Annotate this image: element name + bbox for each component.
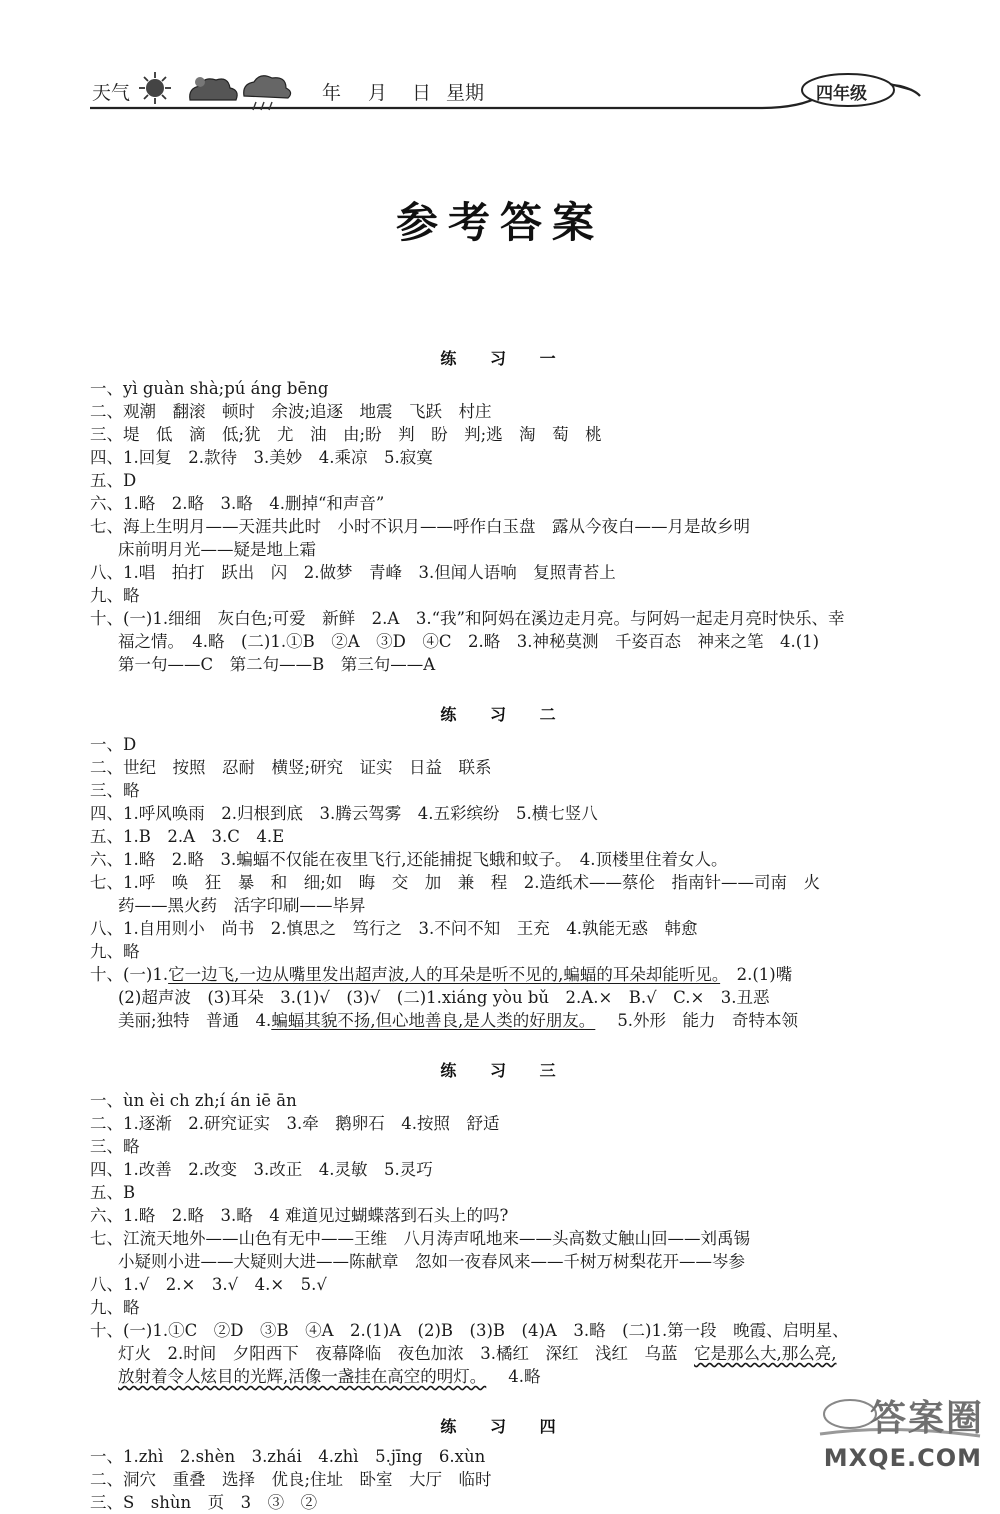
answer-line: 四、1.改善 2.改变 3.改正 4.灵敏 5.灵巧 xyxy=(90,1160,433,1179)
answer-line: 六、1.略 2.略 3.略 4 难道见过蝴蝶落到石头上的吗? xyxy=(90,1206,509,1225)
answer-content xyxy=(90,340,920,1514)
answer-line: 八、1.√ 2.× 3.√ 4.× 5.√ xyxy=(90,1275,327,1294)
answer-line xyxy=(90,1342,920,1365)
line-prefix: 灯火 2.时间 夕阳西下 夜幕降临 夜色加浓 3.橘红 深红 浅红 乌蓝 xyxy=(118,1344,694,1363)
answer-line xyxy=(90,1009,920,1032)
answer-line: 三、略 xyxy=(90,781,140,800)
answer-line: 药——黑火药 活字印刷——毕昇 xyxy=(118,896,366,915)
answer-line: 床前明月光——疑是地上霜 xyxy=(118,540,316,559)
answer-line: 六、1.略 2.略 3.蝙蝠不仅能在夜里飞行,还能捕捉飞蛾和蚊子。 4.顶楼里住着女人。 xyxy=(90,850,728,869)
answer-line: 七、江流天地外——山色有无中——王维 八月涛声吼地来——头高数丈触山回——刘禹锡 xyxy=(90,1229,750,1248)
answer-line xyxy=(90,963,920,986)
answer-line: 三、略 xyxy=(90,1137,140,1156)
section-title: 练 习 四 xyxy=(440,1417,570,1436)
watermark-bottom-text: MXQE.COM xyxy=(823,1444,982,1472)
answer-line: 七、海上生明月——天涯共此时 小时不识月——呼作白玉盘 露从今夜白——月是故乡明 xyxy=(90,517,750,536)
answer-line: 二、洞穴 重叠 选择 优良;住址 卧室 大厅 临时 xyxy=(90,1470,492,1489)
answer-line: 四、1.呼风唤雨 2.归根到底 3.腾云驾雾 4.五彩缤纷 5.横七竖八 xyxy=(90,804,598,823)
answer-line: 一、yì guàn shà;pú áng bēng xyxy=(90,379,329,398)
answer-line: 七、1.呼 唤 狂 暴 和 细;如 晦 交 加 兼 程 2.造纸术——蔡伦 指南针——司南 火 xyxy=(90,873,821,892)
answer-line: 二、1.逐渐 2.研究证实 3.牵 鹅卵石 4.按照 舒适 xyxy=(90,1114,500,1133)
section-exercise-2 xyxy=(90,702,920,1032)
answer-line: 二、世纪 按照 忍耐 横竖;研究 证实 日益 联系 xyxy=(90,758,492,777)
section-title: 练 习 三 xyxy=(440,1061,570,1080)
sun-icon xyxy=(139,72,171,104)
underlined-sentence: 蝙蝠其貌不扬,但心地善良,是人类的好朋友。 xyxy=(271,1011,596,1030)
answer-line: 九、略 xyxy=(90,942,140,961)
line-prefix: 美丽;独特 普通 4. xyxy=(118,1011,272,1030)
answer-line: 九、略 xyxy=(90,1298,140,1317)
answer-line: 九、略 xyxy=(90,586,140,605)
section-title: 练 习 二 xyxy=(440,705,570,724)
answer-line: 福之情。 4.略 (二)1.①B ②A ③D ④C 2.略 3.神秘莫测 千姿百态 神来之笔 4.(1) xyxy=(118,632,820,651)
answer-line: 第一句——C 第二句——B 第三句——A xyxy=(118,655,436,674)
date-label-year: 年 xyxy=(322,82,342,104)
answer-line: 五、B xyxy=(90,1183,136,1202)
section-exercise-1 xyxy=(90,346,920,676)
line-prefix: 十、(一)1. xyxy=(90,965,169,984)
answer-line: 三、堤 低 滴 低;犹 尤 油 由;盼 判 盼 判;逃 淘 萄 桃 xyxy=(90,425,602,444)
answer-line: 五、1.B 2.A 3.C 4.E xyxy=(90,827,285,846)
page-title: 参考答案 xyxy=(395,198,604,247)
grade-badge: 四年级 xyxy=(816,84,867,104)
answer-line: 八、1.自用则小 尚书 2.慎思之 笃行之 3.不问不知 王充 4.孰能无惑 韩愈 xyxy=(90,919,698,938)
wavy-underlined-sentence: 放射着令人炫目的光辉,活像一盏挂在高空的明灯。 xyxy=(118,1367,487,1386)
answer-line: (2)超声波 (3)耳朵 3.(1)√ (3)√ (二)1.xiáng yòu bǔ 2.A.× B.√ C.× 3.丑恶 xyxy=(118,988,770,1007)
answer-line: 八、1.唱 拍打 跃出 闪 2.做梦 青峰 3.但闻人语响 复照青苔上 xyxy=(90,563,616,582)
answer-line: 十、(一)1.细细 灰白色;可爱 新鲜 2.A 3.“我”和阿妈在溪边走月亮。与阿妈一起走月亮时快乐、幸 xyxy=(90,609,845,628)
watermark xyxy=(780,1374,1000,1484)
header-decoration xyxy=(0,0,1000,150)
section-title: 练 习 一 xyxy=(440,349,570,368)
date-label-weekday: 星期 xyxy=(446,82,485,104)
answer-line: 五、D xyxy=(90,471,137,490)
answer-line: 六、1.略 2.略 3.略 4.删掉“和声音” xyxy=(90,494,385,513)
answer-line: 小疑则小进——大疑则大进——陈献章 忽如一夜春风来——千树万树梨花开——岑参 xyxy=(118,1252,745,1271)
weather-label: 天气 xyxy=(92,82,131,104)
answer-line: 一、ùn èi ch zh;í án iē ān xyxy=(90,1091,297,1110)
date-label-month: 月 xyxy=(368,82,388,104)
line-suffix: 2.(1)嘴 xyxy=(720,965,793,984)
answer-line: 一、D xyxy=(90,735,137,754)
date-label-day: 日 xyxy=(412,82,432,104)
line-suffix: 4.略 xyxy=(508,1367,541,1386)
section-exercise-3 xyxy=(90,1058,920,1388)
watermark-top-text: 答案圈 xyxy=(869,1398,984,1439)
answer-line: 十、(一)1.①C ②D ③B ④A 2.(1)A (2)B (3)B (4)A 3.略 (二)1.第一段 晚霞、启明星、 xyxy=(90,1321,849,1340)
answer-line: 四、1.回复 2.款待 3.美妙 4.乘凉 5.寂寞 xyxy=(90,448,433,467)
wavy-underlined-sentence: 它是那么大,那么亮, xyxy=(694,1344,837,1363)
answer-line: 一、1.zhì 2.shèn 3.zhái 4.zhì 5.jīng 6.xùn xyxy=(90,1447,486,1466)
answer-line: 二、观潮 翻滚 顿时 余波;追逐 地震 飞跃 村庄 xyxy=(90,402,492,421)
answer-line: 三、S shùn 页 3 ③ ② xyxy=(90,1493,318,1512)
rain-icon xyxy=(244,76,291,110)
page-header xyxy=(0,0,1000,150)
cloud-icon xyxy=(190,77,237,100)
underlined-sentence: 它一边飞,一边从嘴里发出超声波,人的耳朵是听不见的,蝙蝠的耳朵却能听见。 xyxy=(168,965,721,984)
line-suffix: 5.外形 能力 奇特本领 xyxy=(617,1011,799,1030)
